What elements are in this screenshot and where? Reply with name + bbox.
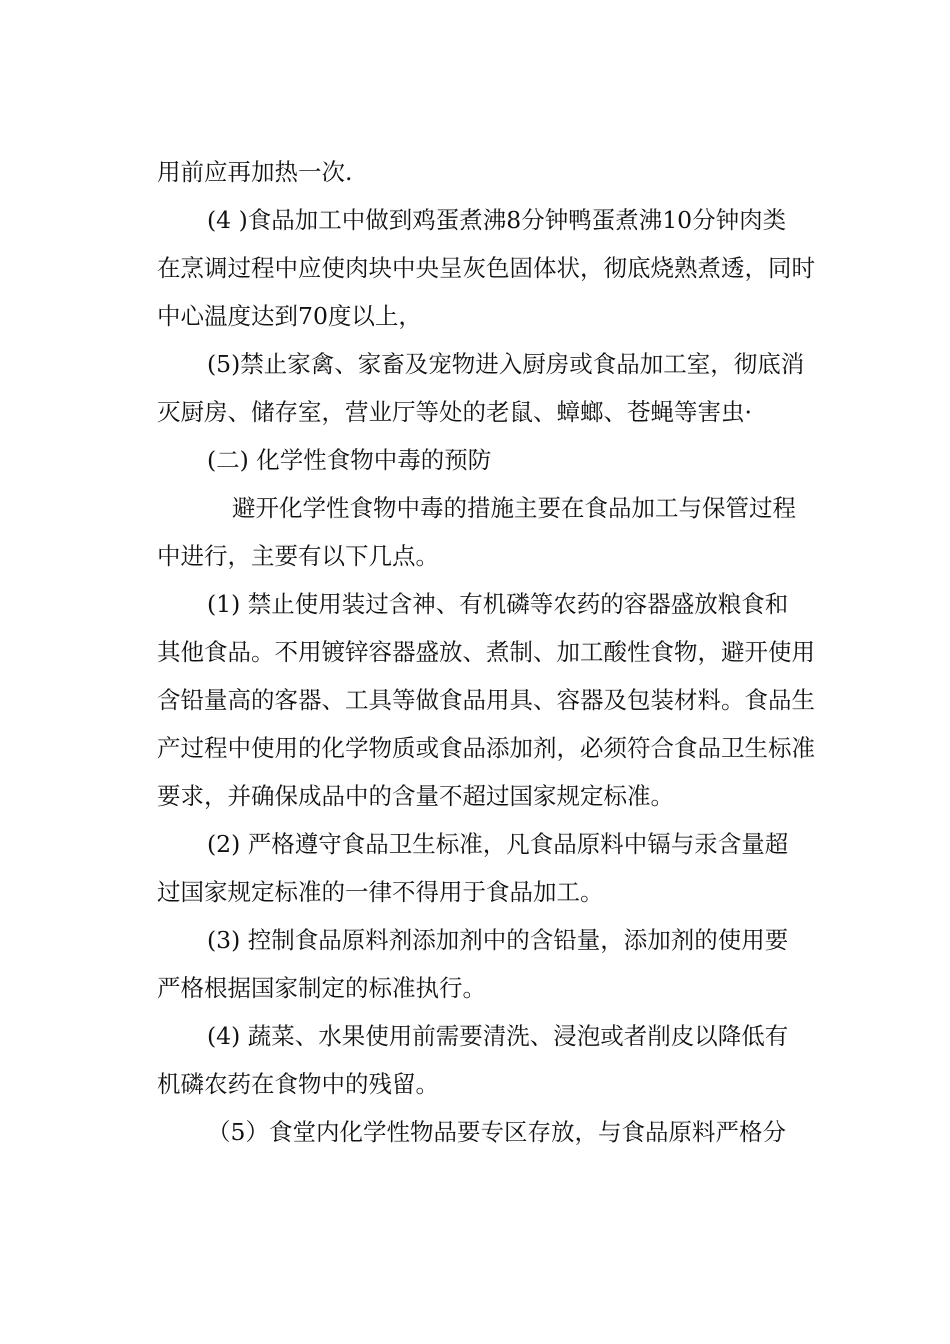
text-line: 用前应再加热一次. [157, 158, 353, 186]
text-line: 机磷农药在食物中的残留。 [157, 1070, 439, 1098]
text-line: 要求，并确保成品中的含量不超过国家规定标准。 [157, 782, 674, 810]
text-line: (1) 禁止使用装过含神、有机磷等农药的容器盛放粮食和 [207, 590, 789, 618]
text-line: 严格根据国家制定的标准执行。 [157, 974, 486, 1002]
text-line: (2) 严格遵守食品卫生标准，凡食品原料中镉与汞含量超 [207, 830, 789, 858]
text-line: 产过程中使用的化学物质或食品添加剂，必须符合食品卫生标准 [157, 734, 815, 762]
section-heading: (二) 化学性食物中毒的预防 [207, 446, 492, 474]
text-line: 在烹调过程中应使肉块中央呈灰色固体状，彻底烧熟煮透，同时 [157, 254, 815, 282]
text-line: (4 )食品加工中做到鸡蛋煮沸8分钟鸭蛋煮沸10分钟肉类 [207, 206, 787, 234]
text-line: 中进行，主要有以下几点。 [157, 542, 439, 570]
text-line: 过国家规定标准的一律不得用于食品加工。 [157, 878, 604, 906]
text-line: （5）食堂内化学性物品要专区存放，与食品原料严格分 [207, 1118, 786, 1146]
text-line: 中心温度达到70度以上， [157, 302, 422, 330]
text-line: (3) 控制食品原料剂添加剂中的含铅量，添加剂的使用要 [207, 926, 789, 954]
text-line: 含铅量高的客器、工具等做食品用具、容器及包装材料。食品生 [157, 686, 815, 714]
text-line: 灭厨房、储存室，营业厅等处的老鼠、蟑螂、苍蝇等害虫· [157, 398, 752, 426]
text-line: (4) 蔬菜、水果使用前需要清洗、浸泡或者削皮以降低有 [207, 1022, 789, 1050]
text-line: 避开化学性食物中毒的措施主要在食品加工与保管过程 [232, 494, 796, 522]
text-line: 其他食品。不用镀锌容器盛放、煮制、加工酸性食物，避开使用 [157, 638, 815, 666]
text-line: (5)禁止家禽、家畜及宠物进入厨房或食品加工室，彻底消 [207, 350, 805, 378]
